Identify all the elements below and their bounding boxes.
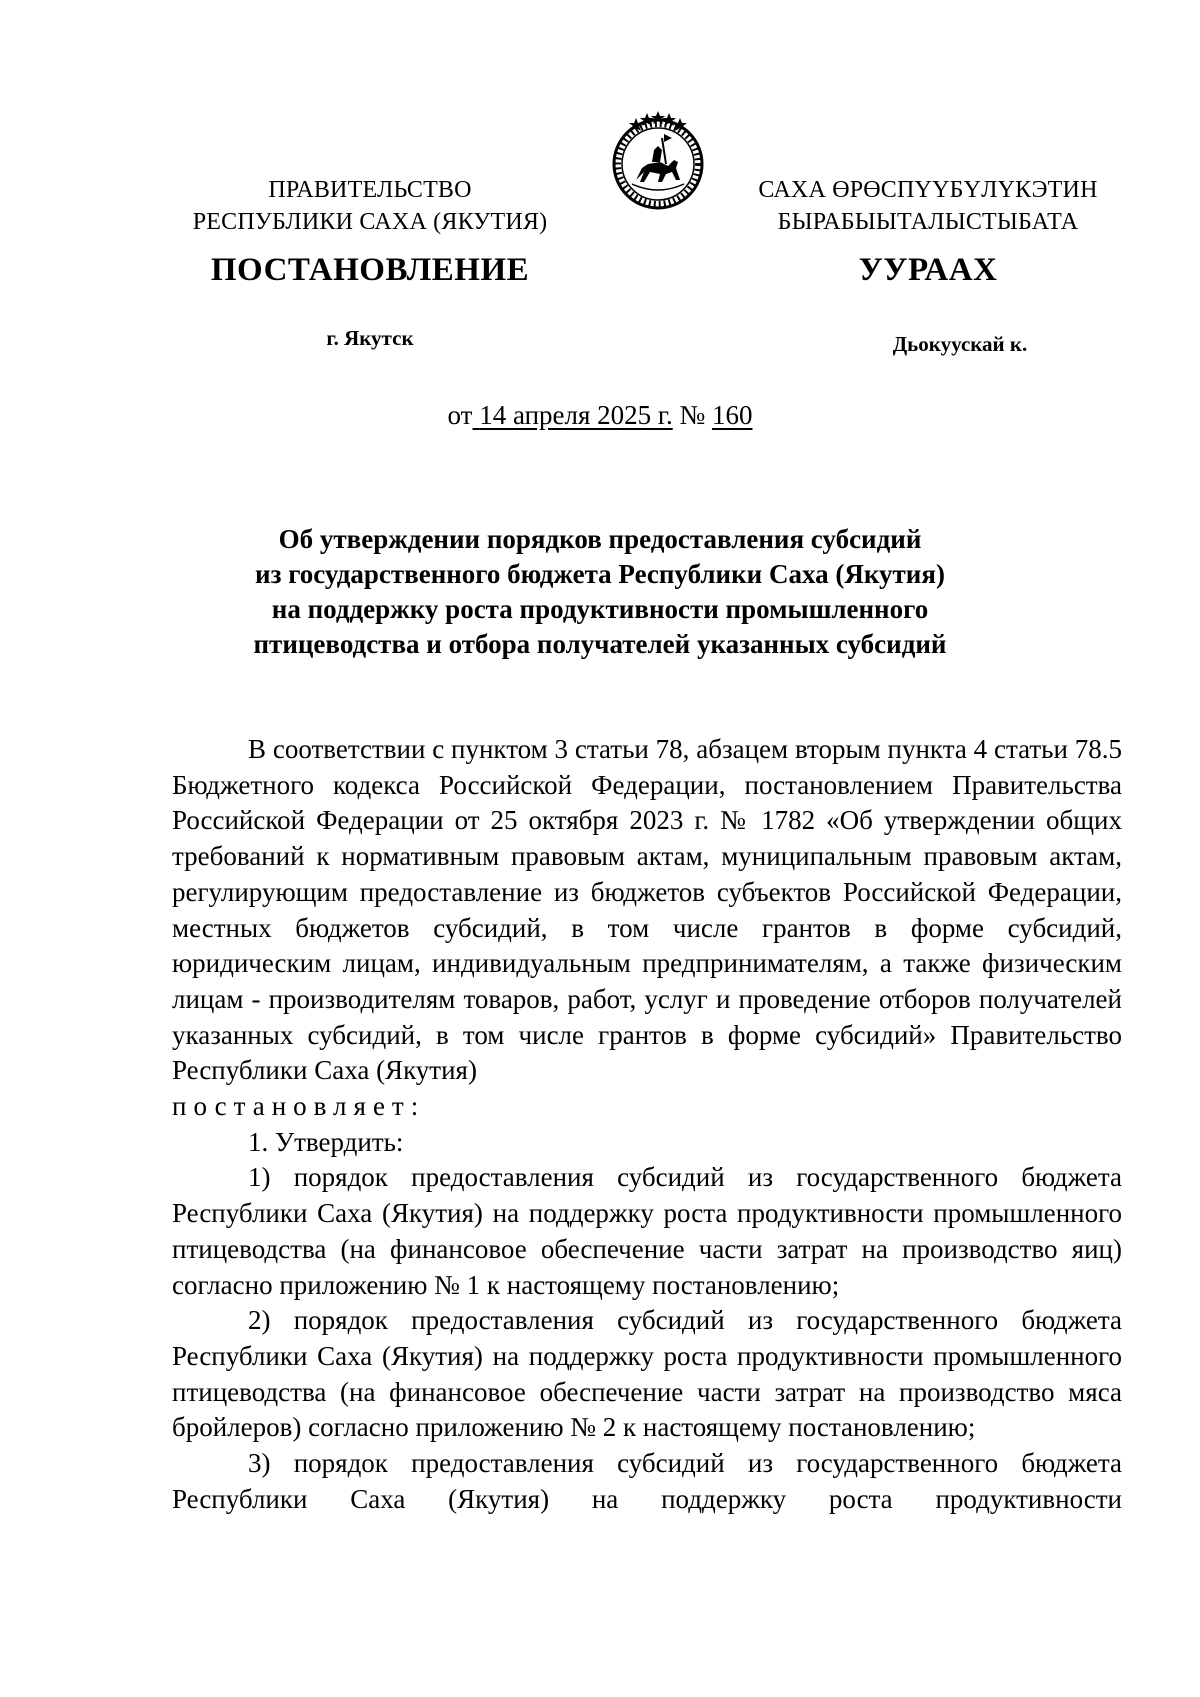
item-1: 1. Утвердить: [248, 1126, 404, 1157]
coat-of-arms-emblem-icon [606, 108, 710, 212]
item-1-2: 2) порядок предоставления субсидий из государственного бюджета Республики Саха (Якутия) на поддержку роста продуктивности промышленного птицеводства (на финансовое обеспечение части затрат на производство мяса бройлеров) согласно приложению № 2 к настоящему постановлению; [172, 1305, 1122, 1443]
government-name-sakha [748, 174, 1108, 238]
document-number: 160 [711, 400, 753, 430]
document-date: 14 апреля 2025 г. [479, 400, 673, 430]
document-type-sakha: УУРААХ [858, 252, 998, 288]
subject-line: птицеводства и отбора получателей указанных субсидий [253, 629, 947, 659]
item-1-1: 1) порядок предоставления субсидий из государственного бюджета Республики Саха (Якутия) на поддержку роста продуктивности промышленного птицеводства (на финансовое обеспечение части затрат на производство яиц) согласно приложению № 1 к настоящему постановлению; [172, 1162, 1122, 1300]
government-name-ru-line1: ПРАВИТЕЛЬСТВО [268, 177, 472, 203]
document-subject [160, 522, 1040, 662]
government-name-sakha-line2: БЫРАБЫЫТАЛЫСТЫБАТА [777, 209, 1079, 235]
date-prefix: от [447, 400, 473, 430]
government-name-ru-line2: РЕСПУБЛИКИ САХА (ЯКУТИЯ) [192, 209, 548, 235]
subject-line: из государственного бюджета Республики Саха (Якутия) [255, 559, 945, 589]
city-sakha: Дьокуускай к. [892, 332, 1028, 356]
item-1-3: 3) порядок предоставления субсидий из государственного бюджета Республики Саха (Якутия) на поддержку роста продуктивности [172, 1448, 1122, 1514]
document-date-number [0, 400, 1200, 431]
city-ru: г. Якутск [326, 326, 414, 350]
preamble-paragraph: В соответствии с пунктом 3 статьи 78, абзацем вторым пункта 4 статьи 78.5 Бюджетного кодекса Российской Федерации, постановлением Правительства Российской Федерации от 25 октября 2023 г. № 1782 «Об утверждении общих требований к нормативным правовым актам, муниципальным правовым актам, регулирующим предоставление из бюджетов субъектов Российской Федерации, местных бюджетов субсидий, в том числе грантов в форме субсидий, юридическим лицам, индивидуальным предпринимателям, а также физическим лицам - производителям товаров, работ, услуг и проведение отборов получателей указанных субсидий, в том числе грантов в форме субсидий» Правительство Республики Саха (Якутия) [172, 734, 1122, 1086]
number-sign: № [679, 400, 706, 430]
document-type-ru: ПОСТАНОВЛЕНИЕ [210, 252, 530, 288]
subject-line: на поддержку роста продуктивности промышленного [271, 594, 929, 624]
government-name-sakha-line1: САХА ӨРӨСПҮҮБҮЛҮКЭТИН [758, 177, 1098, 203]
subject-line: Об утверждении порядков предоставления субсидий [278, 524, 922, 554]
decree-word: постановляет: [172, 1091, 426, 1122]
government-name-ru [190, 174, 550, 238]
document-body [172, 732, 1122, 1517]
